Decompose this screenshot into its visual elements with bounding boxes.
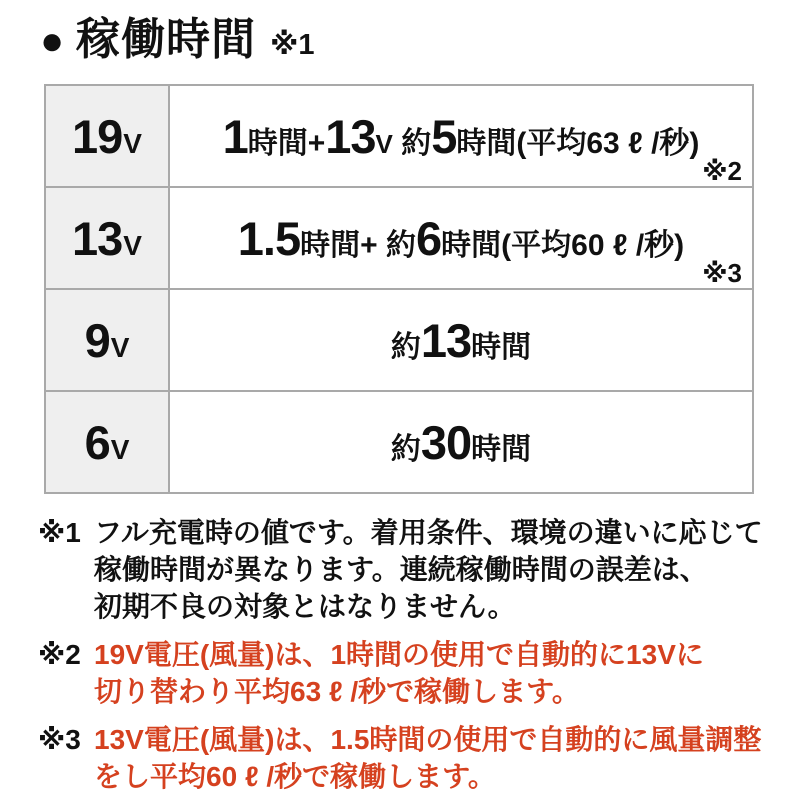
voltage-unit: V xyxy=(110,433,130,465)
duration-segment: 約 xyxy=(392,126,432,160)
voltage-value: 6 xyxy=(84,415,110,469)
page-title-text: 稼働時間 xyxy=(76,15,257,64)
duration-segment: 時間+ xyxy=(300,228,378,262)
duration-segment: 約 xyxy=(390,432,421,466)
table-row xyxy=(45,391,753,493)
duration-segment: V xyxy=(375,128,393,159)
footnote-item-1 xyxy=(38,514,768,625)
voltage-cell xyxy=(45,85,169,187)
footnote-line: 切り替わり平均63 ℓ /秒で稼働します。 xyxy=(94,676,580,707)
duration-segment: 6 xyxy=(416,211,442,265)
operating-time-table xyxy=(44,84,754,494)
footnote-line: フル充電時の値です。着用条件、環境の違いに応じて xyxy=(94,517,763,548)
voltage-unit: V xyxy=(123,229,142,261)
footnote-marker: ※1 xyxy=(38,517,81,548)
duration-segment: 時間(平均60 ℓ /秒) xyxy=(441,228,685,262)
footnote-line: 19V電圧(風量)は、1時間の使用で自動的に13Vに xyxy=(94,639,704,670)
duration-segment: 5 xyxy=(431,109,457,163)
duration-cell xyxy=(169,391,753,493)
footnote-line: 稼働時間が異なります。連続稼働時間の誤差は、 xyxy=(94,554,708,585)
voltage-value: 13 xyxy=(72,211,123,265)
footnote-text xyxy=(94,721,761,795)
note-ref-badge: ※3 xyxy=(702,258,742,288)
duration-segment: 時間 xyxy=(471,330,532,364)
voltage-cell xyxy=(45,391,169,493)
footnote-marker: ※3 xyxy=(38,724,81,755)
footnote-line: 13V電圧(風量)は、1.5時間の使用で自動的に風量調整 xyxy=(94,724,762,755)
duration-segment: 13 xyxy=(325,109,376,163)
table-row xyxy=(45,85,753,187)
duration-segment: 1.5 xyxy=(237,211,301,265)
footnote-line: をし平均60 ℓ /秒で稼働します。 xyxy=(94,761,496,792)
duration-segment: 時間(平均63 ℓ /秒) xyxy=(456,126,700,160)
voltage-unit: V xyxy=(123,127,142,159)
duration-cell xyxy=(169,289,753,391)
voltage-cell xyxy=(45,187,169,289)
duration-segment: 1 xyxy=(222,109,248,163)
footnote-item-2 xyxy=(38,636,768,710)
page-title xyxy=(40,16,315,64)
footnote-text xyxy=(94,514,763,625)
footnotes xyxy=(38,514,768,806)
duration-cell xyxy=(169,187,753,289)
bullet-icon: ● xyxy=(40,19,65,63)
duration-segment: 約 xyxy=(390,330,421,364)
duration-cell xyxy=(169,85,753,187)
footnote-item-3 xyxy=(38,721,768,795)
voltage-value: 9 xyxy=(84,313,110,367)
voltage-cell xyxy=(45,289,169,391)
footnote-line: 初期不良の対象とはなりません。 xyxy=(94,591,516,622)
title-note-ref: ※1 xyxy=(270,29,315,61)
footnote-text xyxy=(94,636,704,710)
duration-segment: 時間+ xyxy=(247,126,326,160)
table-row xyxy=(45,187,753,289)
duration-segment: 時間 xyxy=(471,432,532,466)
voltage-unit: V xyxy=(110,331,130,363)
duration-segment: 約 xyxy=(377,228,417,262)
footnote-marker: ※2 xyxy=(38,639,81,670)
voltage-value: 19 xyxy=(72,109,123,163)
duration-segment: 30 xyxy=(420,415,472,469)
table-row xyxy=(45,289,753,391)
duration-segment: 13 xyxy=(420,313,472,367)
note-ref-badge: ※2 xyxy=(702,156,742,186)
